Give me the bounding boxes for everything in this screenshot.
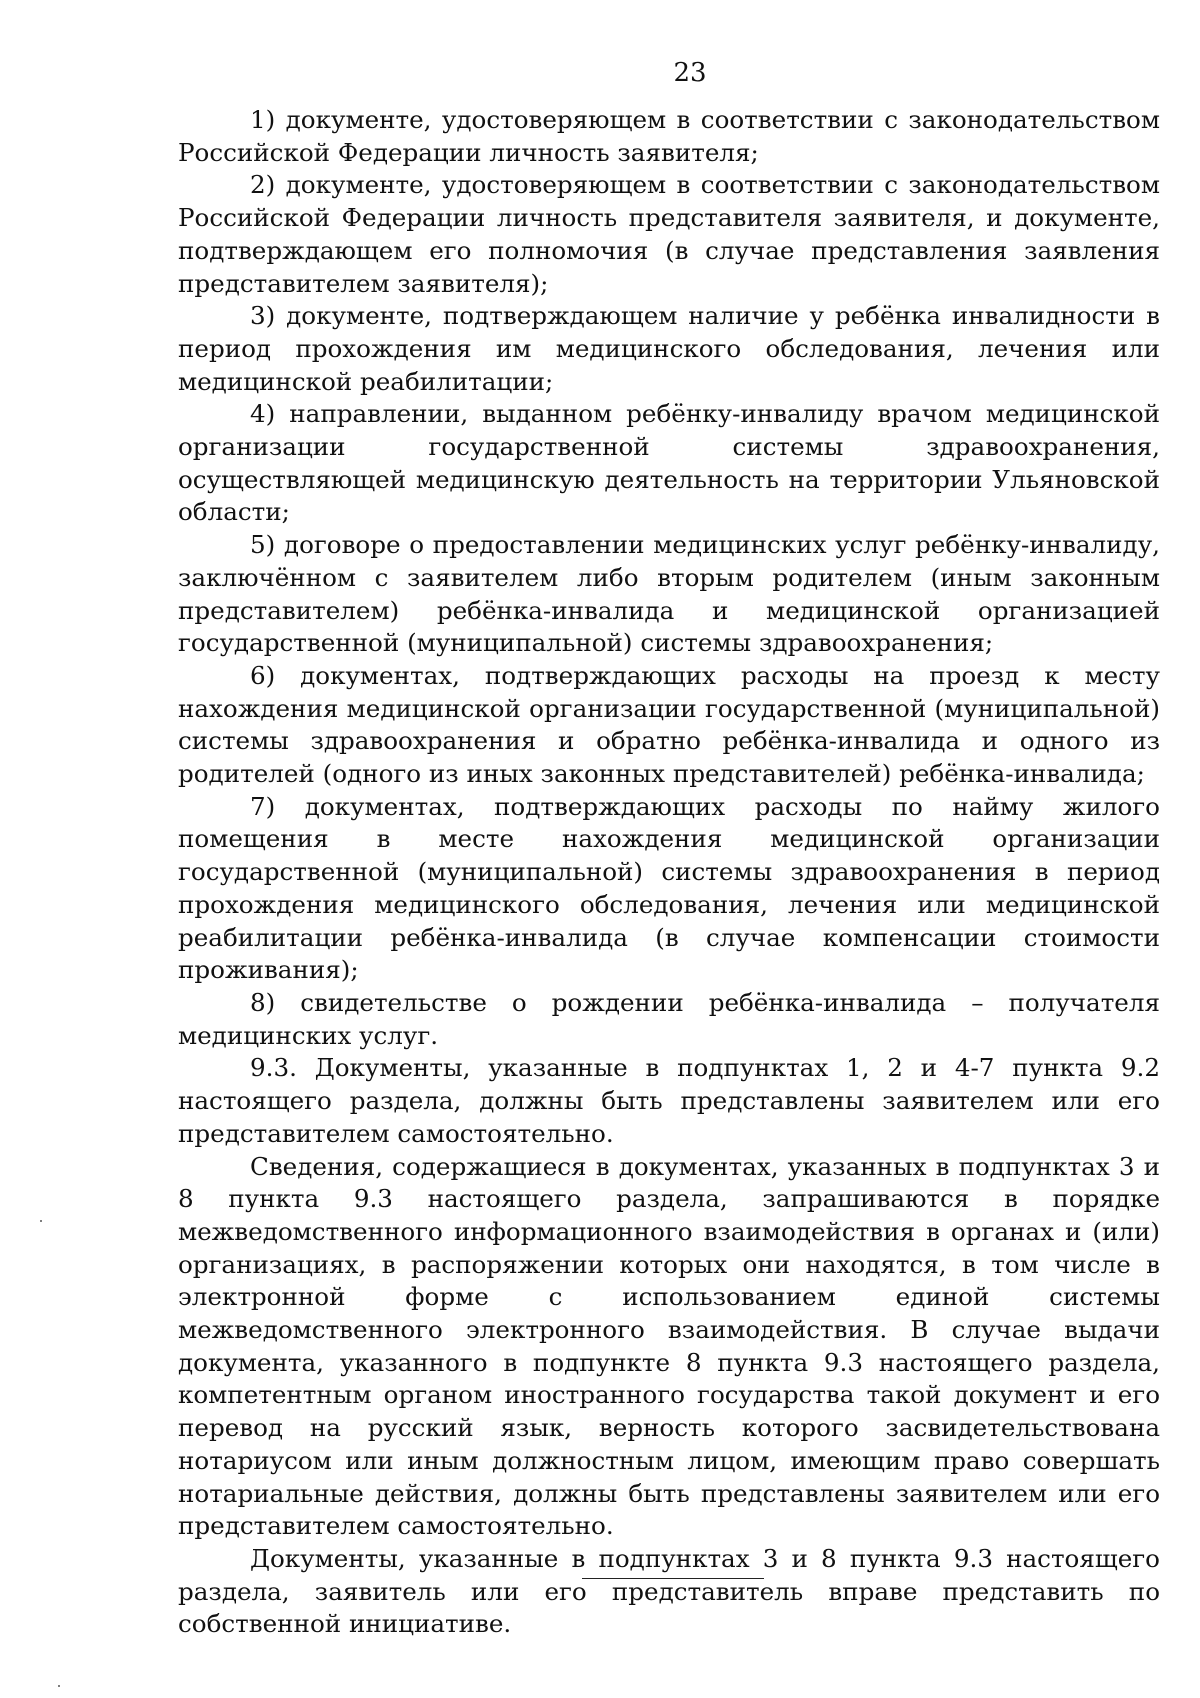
list-item-4: 4) направлении, выданном ребёнку-инвалиду врачом медицинской организации государственной системы здравоохранения, осуществляющей медицинскую деятельность на территории Ульяновской области; bbox=[178, 399, 1160, 527]
list-item-6: 6) документах, подтверждающих расходы на проезд к месту нахождения медицинской организации государственной (муниципальной) системы здравоохранения и обратно ребёнка-инвалида и одного из родителей (одного из иных законных представителей) ребёнка-инвалида; bbox=[178, 660, 1160, 789]
list-item-3: 3) документе, подтверждающем наличие у ребёнка инвалидности в период прохождения им медицинского обследования, лечения или медицинской реабилитации; bbox=[178, 301, 1160, 396]
clause-9-3: 9.3. Документы, указанные в подпунктах 1, 2 и 4-7 пункта 9.2 настоящего раздела, должны быть представлены заявителем или его представителем самостоятельно. bbox=[178, 1053, 1160, 1148]
paragraph-own-initiative: Документы, указанные в подпунктах 3 и 8 пункта 9.3 настоящего раздела, заявитель или его представитель вправе представить по собственной инициативе. bbox=[178, 1543, 1160, 1639]
scan-speck bbox=[40, 1220, 42, 1222]
page-number: 23 bbox=[673, 58, 707, 88]
scan-speck bbox=[58, 1685, 60, 1687]
list-item-2: 2) документе, удостоверяющем в соответствии с законодательством Российской Федерации личность представителя заявителя, и документе, подтверждающем его полномочия (в случае представления заявления представителем заявителя); bbox=[178, 170, 1160, 298]
list-item-5: 5) договоре о предоставлении медицинских услуг ребёнку-инвалиду, заключённом с заявителем либо вторым родителем (иным законным представителем) ребёнка-инвалида и медицинской организацией государственной (муниципальной) системы здравоохранения; bbox=[178, 530, 1160, 658]
list-item-7: 7) документах, подтверждающих расходы по найму жилого помещения в месте нахождения медицинской организации государственной (муниципальной) системы здравоохранения в период прохождения медицинского обследования, лечения или медицинской реабилитации ребёнка-инвалида (в случае компенсации стоимости проживания); bbox=[178, 791, 1160, 985]
end-divider-line bbox=[582, 1578, 764, 1579]
paragraph-interagency-info: Сведения, содержащиеся в документах, указанных в подпунктах 3 и 8 пункта 9.3 настоящего раздела, запрашиваются в порядке межведомственного информационного взаимодействия в органах и (или) организациях, в распоряжении которых они находятся, в том числе в электронной форме с использованием единой системы межведомственного электронного взаимодействия. В случае выдачи документа, указанного в подпункте 8 пункта 9.3 настоящего раздела, компетентным органом иностранного государства такой документ и его перевод на русский язык, верность которого засвидетельствована нотариусом или иным должностным лицом, имеющим право совершать нотариальные действия, должны быть представлены заявителем или его представителем самостоятельно. bbox=[178, 1151, 1160, 1541]
list-item-8: 8) свидетельстве о рождении ребёнка-инвалида – получателя медицинских услуг. bbox=[178, 987, 1160, 1050]
document-body bbox=[178, 104, 1160, 1641]
list-item-1: 1) документе, удостоверяющем в соответствии с законодательством Российской Федерации личность заявителя; bbox=[178, 105, 1160, 167]
